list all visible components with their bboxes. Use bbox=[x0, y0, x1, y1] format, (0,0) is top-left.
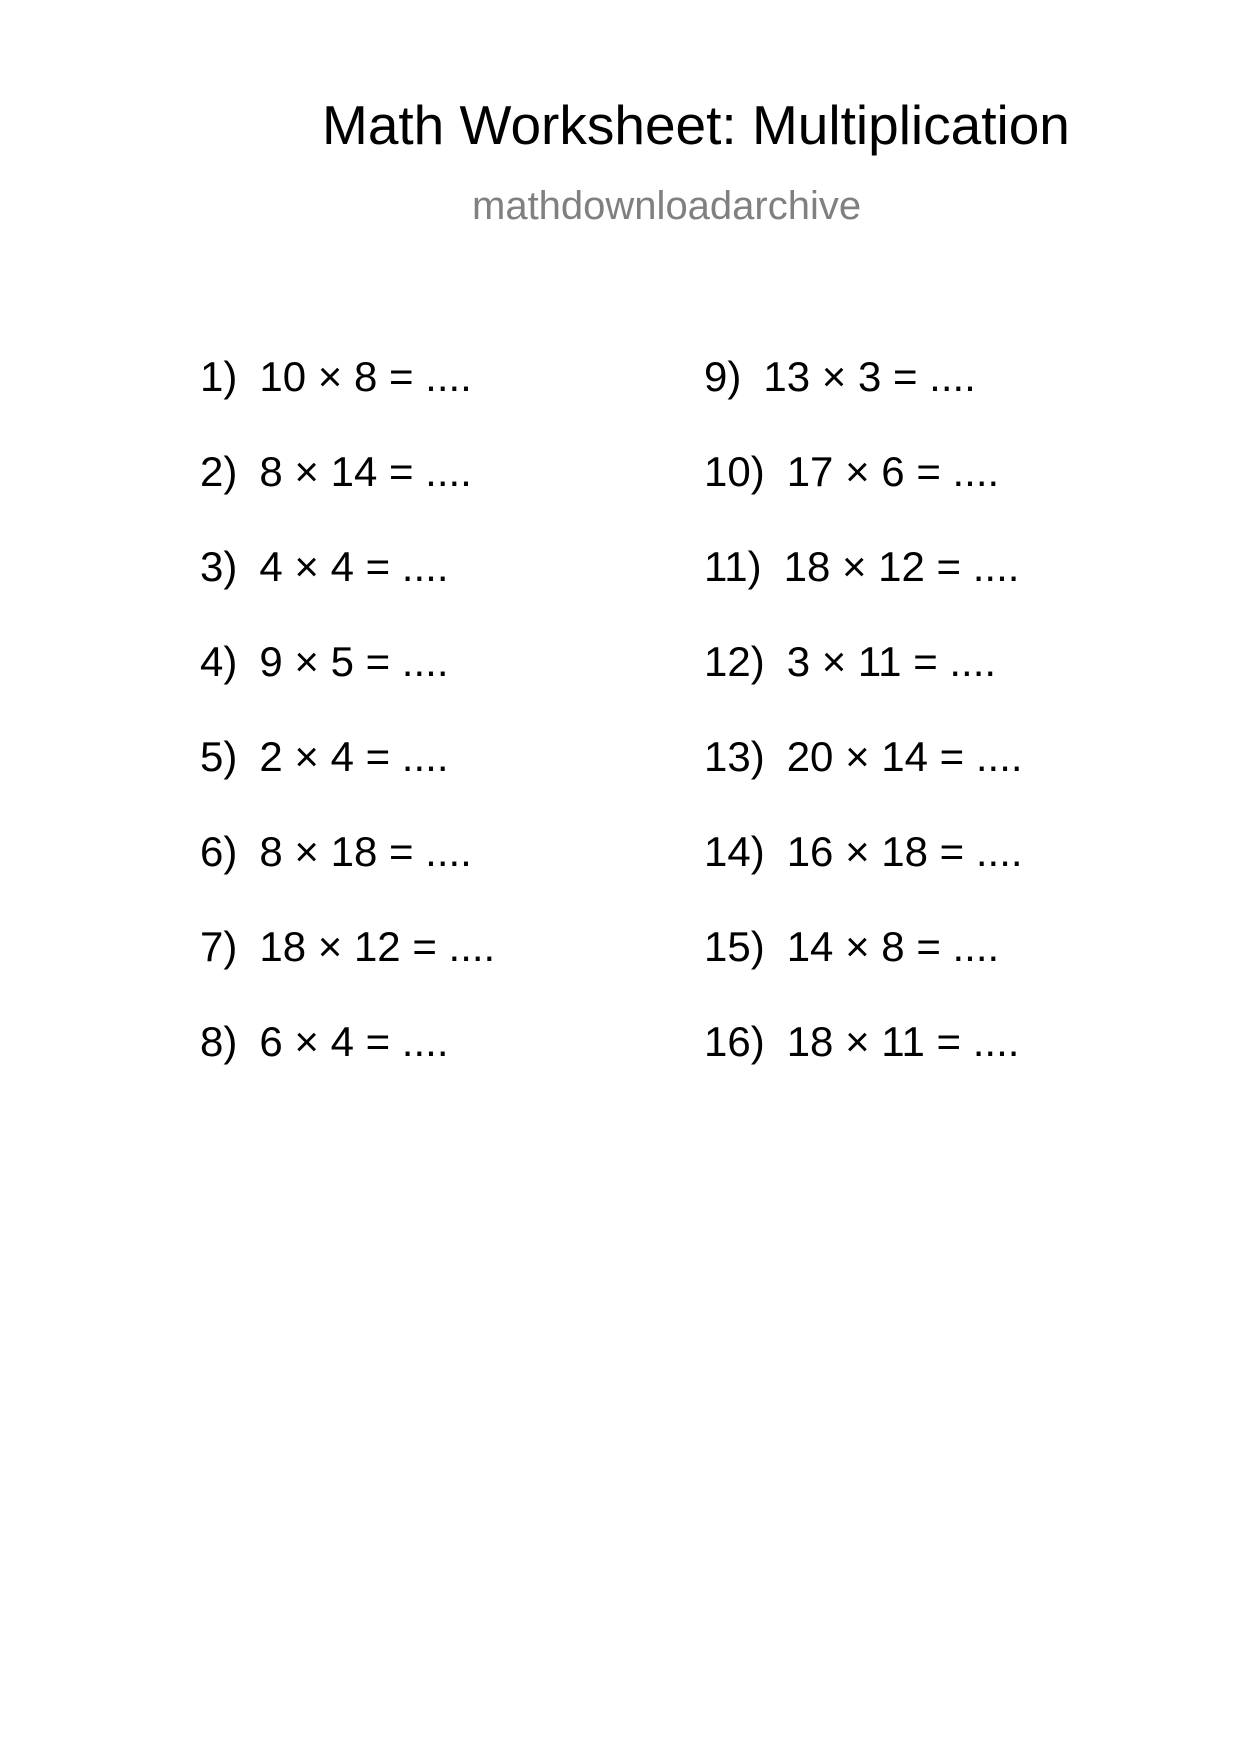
problem-expression: 14 × 8 = .... bbox=[786, 923, 1000, 970]
worksheet-source: mathdownloadarchive bbox=[472, 184, 862, 228]
problem-item bbox=[704, 923, 1023, 1021]
problem-item bbox=[200, 1018, 495, 1116]
problem-item bbox=[704, 638, 1023, 736]
problem-item bbox=[704, 828, 1023, 926]
problem-number: 15) bbox=[704, 923, 765, 970]
problem-expression: 10 × 8 = .... bbox=[259, 353, 472, 400]
problem-item bbox=[704, 448, 1023, 546]
problem-number: 3) bbox=[200, 543, 238, 590]
problem-item bbox=[704, 733, 1023, 831]
problem-expression: 18 × 12 = .... bbox=[259, 923, 496, 970]
problem-item bbox=[704, 353, 1023, 451]
problem-number: 13) bbox=[704, 733, 765, 780]
problem-expression: 20 × 14 = .... bbox=[786, 733, 1023, 780]
problem-number: 4) bbox=[200, 638, 238, 685]
problem-expression: 4 × 4 = .... bbox=[259, 543, 449, 590]
worksheet-title: Math Worksheet: Multiplication bbox=[322, 94, 1070, 156]
problem-number: 2) bbox=[200, 448, 238, 495]
problem-item bbox=[200, 828, 495, 926]
problem-item bbox=[200, 923, 496, 1021]
problem-number: 1) bbox=[200, 353, 238, 400]
problem-item bbox=[200, 638, 495, 736]
problem-number: 9) bbox=[704, 353, 742, 400]
problem-item bbox=[200, 448, 495, 546]
problem-number: 14) bbox=[704, 828, 765, 875]
problem-expression: 8 × 14 = .... bbox=[259, 448, 472, 495]
problem-number: 6) bbox=[200, 828, 238, 875]
problem-item bbox=[200, 543, 495, 641]
problem-number: 10) bbox=[704, 448, 765, 495]
problem-item bbox=[704, 1018, 1023, 1116]
problem-number: 8) bbox=[200, 1018, 238, 1065]
problem-expression: 9 × 5 = .... bbox=[259, 638, 449, 685]
problem-number: 5) bbox=[200, 733, 238, 780]
problem-number: 11) bbox=[704, 543, 762, 590]
problem-expression: 16 × 18 = .... bbox=[786, 828, 1023, 875]
problem-column-left bbox=[200, 353, 496, 1116]
problem-number: 12) bbox=[704, 638, 765, 685]
problem-item bbox=[704, 543, 1023, 641]
problem-item bbox=[200, 353, 495, 451]
problem-expression: 18 × 12 = .... bbox=[783, 543, 1020, 590]
problem-expression: 6 × 4 = .... bbox=[259, 1018, 449, 1065]
problem-expression: 13 × 3 = .... bbox=[763, 353, 976, 400]
problem-expression: 8 × 18 = .... bbox=[259, 828, 472, 875]
problem-number: 7) bbox=[200, 923, 238, 970]
problem-expression: 17 × 6 = .... bbox=[786, 448, 1000, 495]
problem-number: 16) bbox=[704, 1018, 765, 1065]
problem-expression: 2 × 4 = .... bbox=[259, 733, 449, 780]
problem-column-right bbox=[704, 353, 1023, 1116]
problem-expression: 3 × 11 = .... bbox=[786, 638, 997, 685]
problem-expression: 18 × 11 = .... bbox=[786, 1018, 1020, 1065]
problem-item bbox=[200, 733, 495, 831]
